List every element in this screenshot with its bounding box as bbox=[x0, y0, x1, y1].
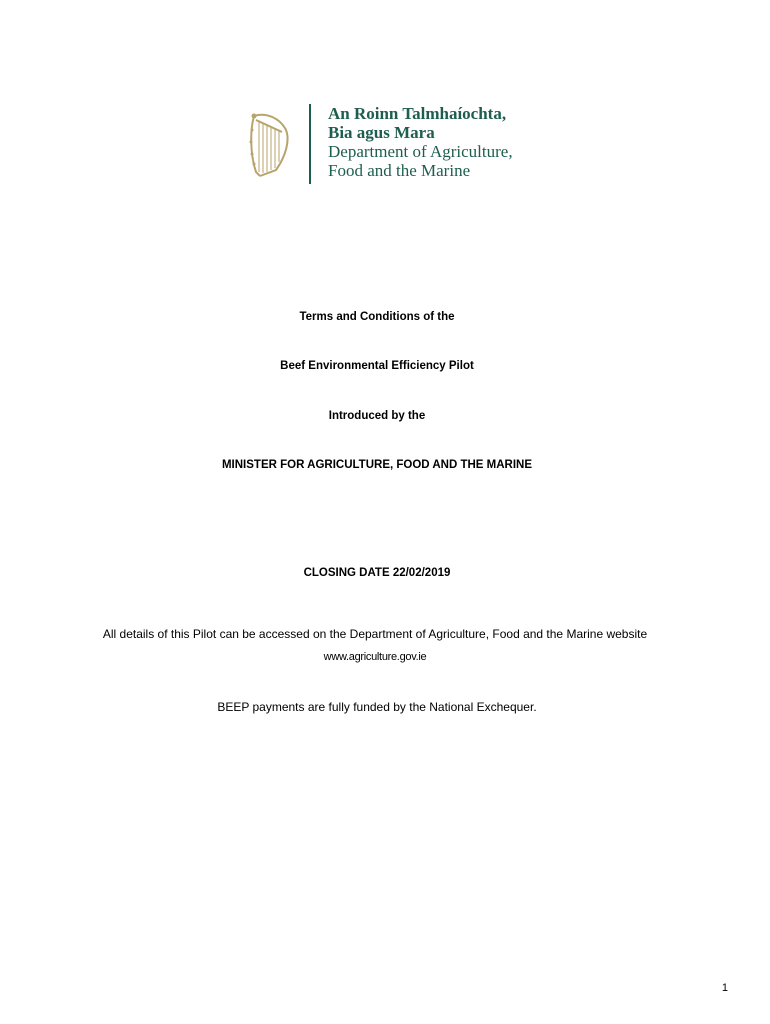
funding-note: BEEP payments are fully funded by the National Exchequer. bbox=[217, 700, 537, 714]
english-name-line2: Food and the Marine bbox=[328, 161, 471, 180]
title-line-terms: Terms and Conditions of the bbox=[299, 311, 455, 323]
department-name bbox=[328, 104, 513, 180]
department-logo bbox=[246, 102, 546, 186]
page-number: 1 bbox=[721, 982, 728, 994]
logo-divider bbox=[309, 104, 311, 184]
closing-date: CLOSING DATE 22/02/2019 bbox=[303, 567, 451, 579]
title-line-minister: MINISTER FOR AGRICULTURE, FOOD AND THE MARINE bbox=[221, 459, 533, 471]
title-line-pilot-name: Beef Environmental Efficiency Pilot bbox=[280, 360, 474, 372]
irish-name-line1: An Roinn Talmhaíochta, bbox=[328, 104, 507, 123]
irish-name-line2: Bia agus Mara bbox=[328, 123, 435, 142]
website-link[interactable]: www.agriculture.gov.ie bbox=[323, 651, 427, 663]
english-name-line1: Department of Agriculture, bbox=[328, 142, 513, 161]
details-text: All details of this Pilot can be accessed on the Department of Agriculture, Food and the Marine website bbox=[102, 627, 648, 641]
harp-icon bbox=[246, 110, 292, 180]
title-line-introduced: Introduced by the bbox=[328, 410, 426, 422]
